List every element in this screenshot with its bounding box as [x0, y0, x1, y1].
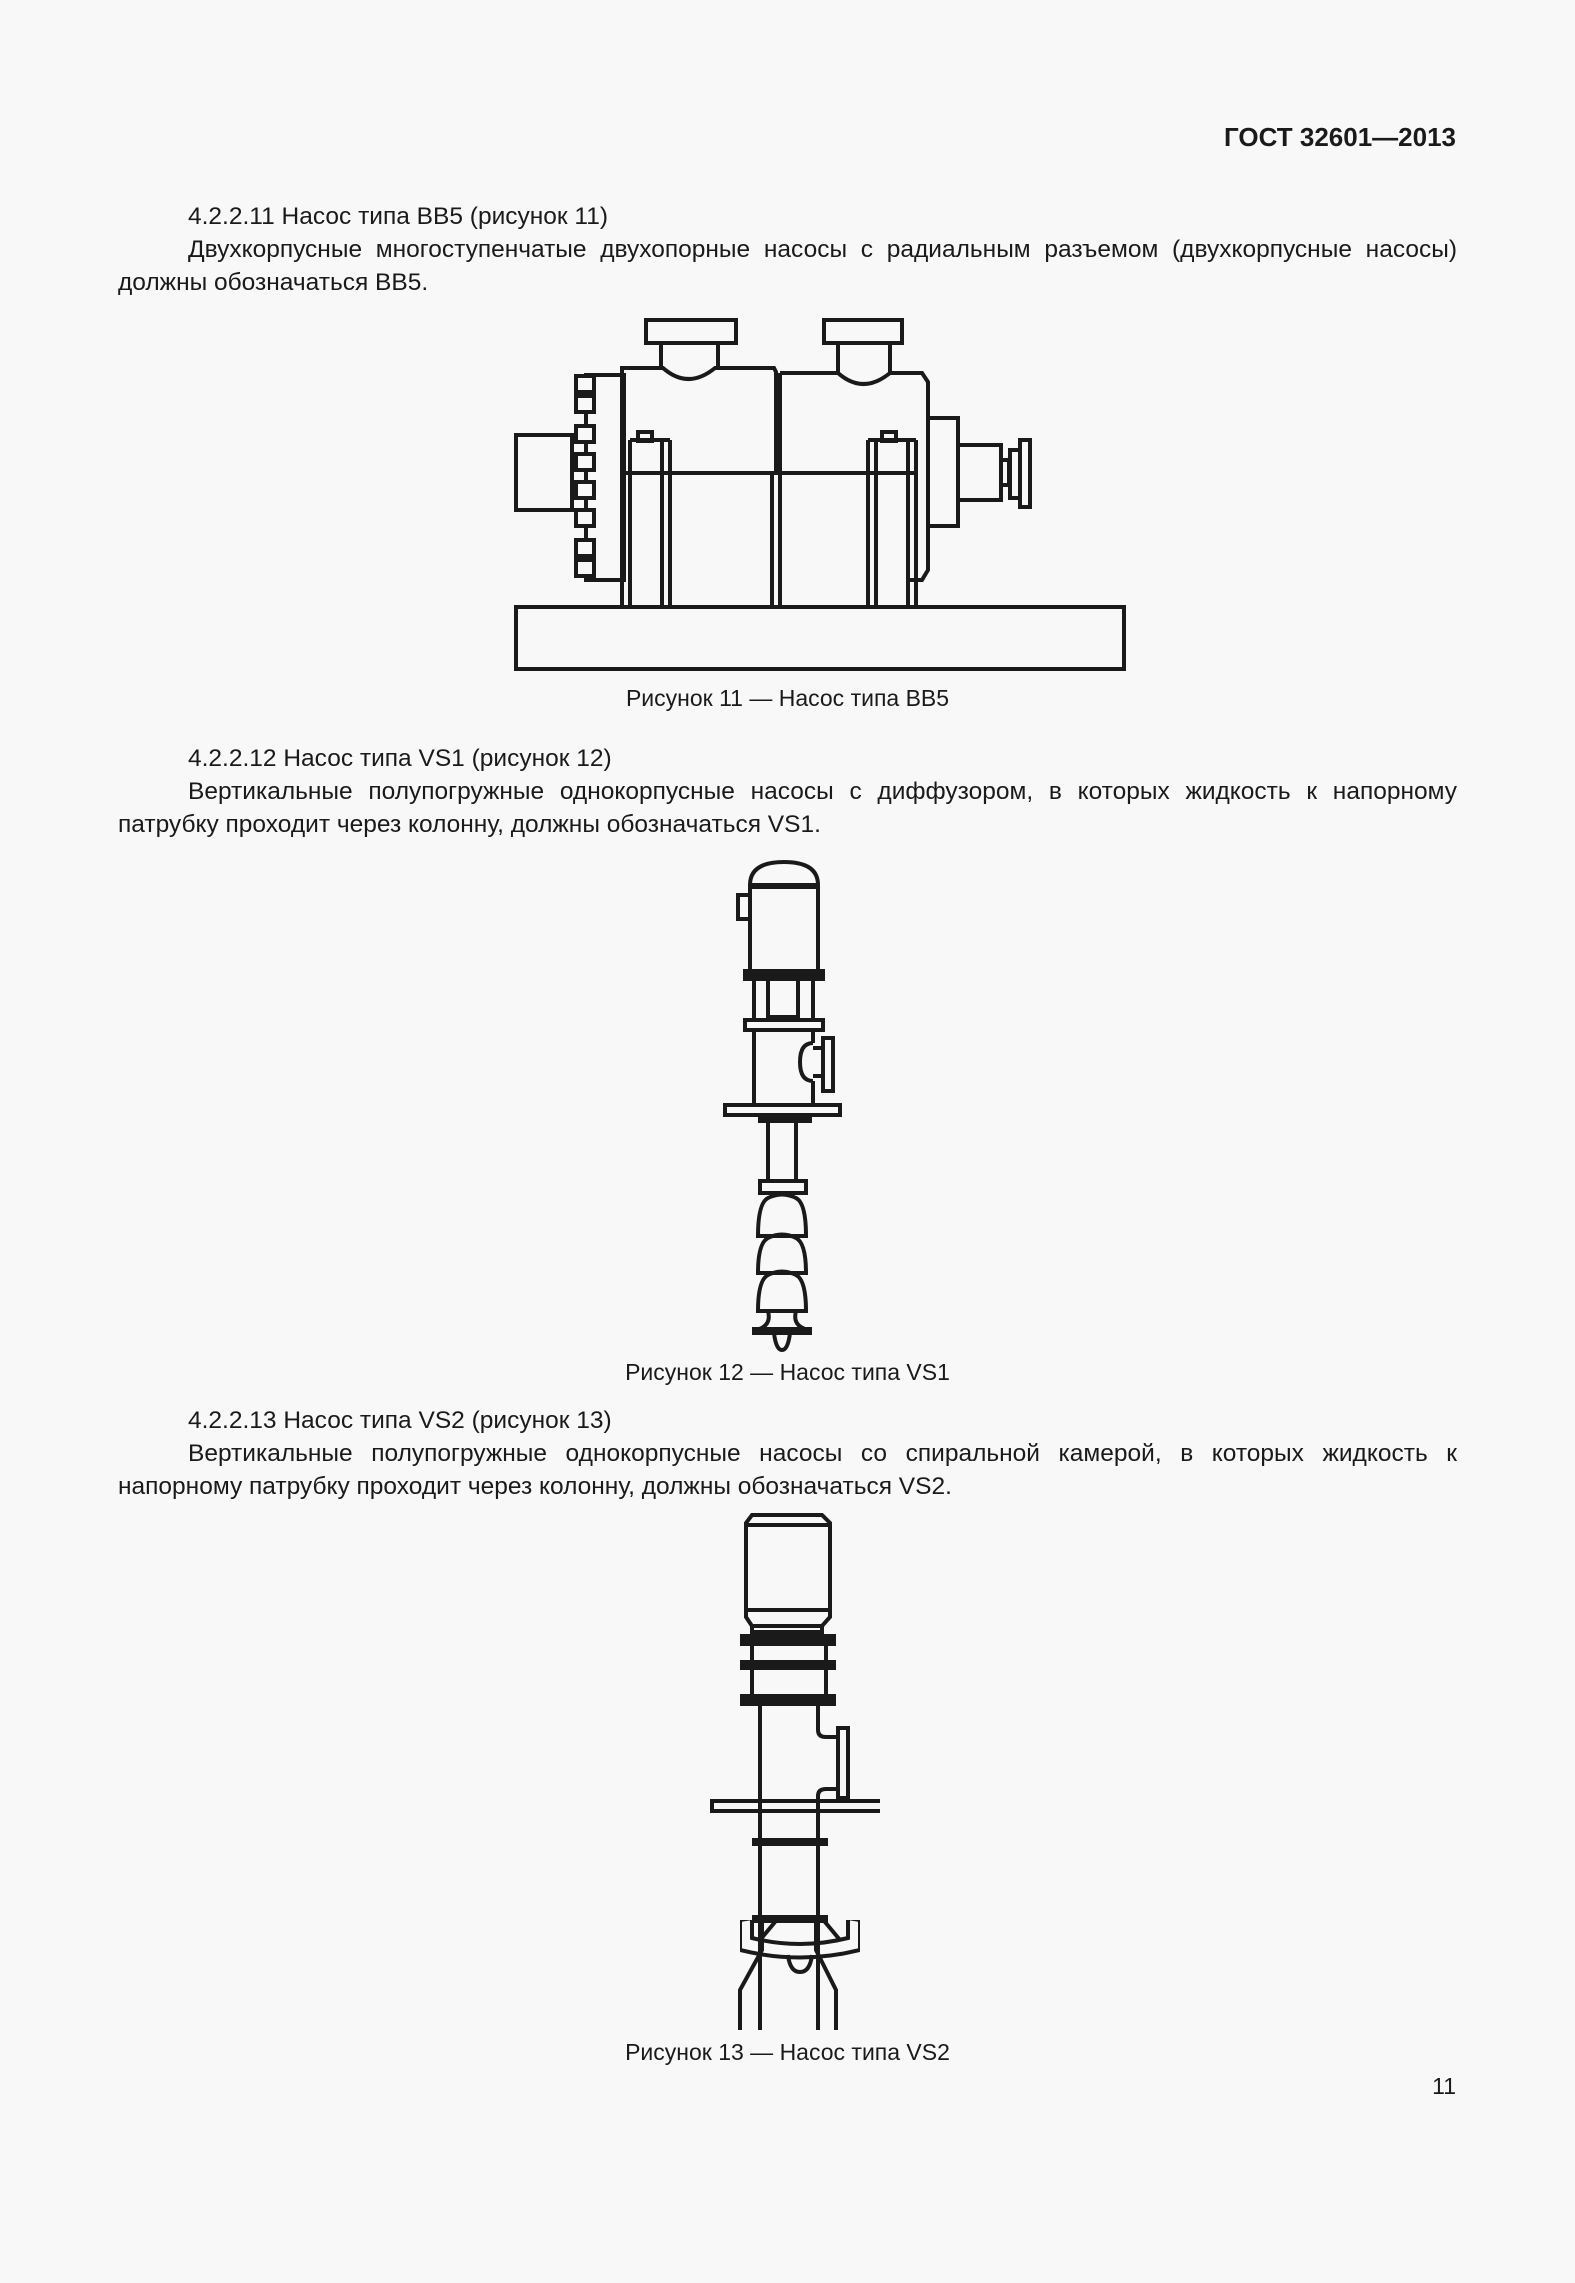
section-heading-vs1: 4.2.2.12 Насос типа VS1 (рисунок 12)	[188, 745, 612, 772]
figure-11-caption: Рисунок 11 — Насос типа BB5	[625, 685, 950, 711]
figure-12-caption: Рисунок 12 — Насос типа VS1	[625, 1359, 950, 1385]
figure-13-caption: Рисунок 13 — Насос типа VS2	[625, 2039, 950, 2065]
section-body-bb5-text: Двухкорпусные многоступенчатые двухопорные насосы с радиальным разъемом (двухкорпусные насосы) должны обозначаться BB5.	[118, 236, 1457, 296]
section-body-bb5	[118, 233, 1457, 299]
page-number: 11	[1432, 2073, 1456, 2099]
document-id-header: ГОСТ 32601—2013	[1224, 122, 1456, 152]
section-heading-vs2: 4.2.2.13 Насос типа VS2 (рисунок 13)	[188, 1407, 612, 1434]
section-body-vs2	[118, 1437, 1457, 1503]
figure-12-vs1-pump	[720, 858, 860, 1353]
section-body-vs2-text: Вертикальные полупогружные однокорпусные насосы со спиральной камерой, в которых жидкость к напорному патрубку проходит через колонну, должны обозначаться VS2.	[118, 1440, 1457, 1500]
section-body-vs1	[118, 775, 1457, 841]
figure-13-suction-bell	[740, 1920, 860, 2020]
section-body-vs1-text: Вертикальные полупогружные однокорпусные насосы с диффузором, в которых жидкость к напорному патрубку проходит через колонну, должны обозначаться VS1.	[118, 778, 1457, 838]
figure-11-bb5-pump	[510, 310, 1150, 675]
section-heading-bb5: 4.2.2.11 Насос типа BB5 (рисунок 11)	[188, 203, 609, 230]
